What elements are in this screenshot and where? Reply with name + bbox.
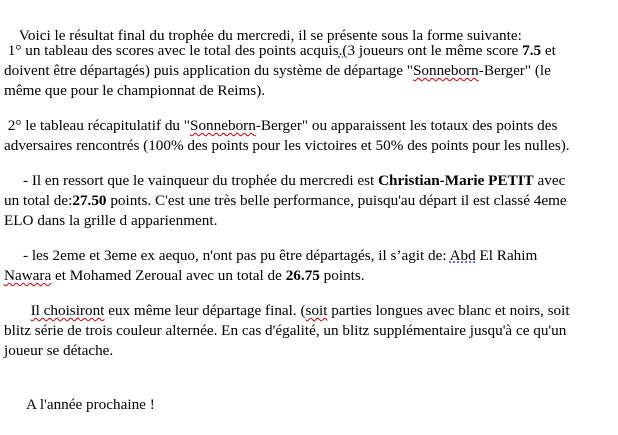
p3-winner: Christian-Marie PETIT bbox=[378, 172, 534, 189]
closing-text: A l'année prochaine ! bbox=[19, 396, 155, 413]
p1-l2-text-b: -Berger" (le bbox=[478, 62, 551, 79]
p5-line-3 bbox=[4, 341, 113, 361]
p2-sonneborn: Sonneborn bbox=[190, 117, 256, 134]
p2-text-b: -Berger" ou apparaissent les totaux des points des bbox=[255, 117, 558, 134]
p1-line-2 bbox=[4, 61, 551, 81]
p4-total: 26.75 bbox=[285, 267, 320, 284]
p3-line-3 bbox=[4, 211, 217, 231]
p1-sonneborn: Sonneborn bbox=[412, 62, 479, 79]
p1-line-3 bbox=[4, 81, 265, 101]
p5-choisiront: Il choisiront bbox=[30, 302, 105, 319]
p5-l2-text: blitz série de trois couleur alternée. En cas d'égalité, un blitz supplémentaire jusqu'à ce qu'un bbox=[4, 322, 567, 339]
p4-text-b: El Rahim bbox=[475, 247, 538, 264]
p4-text-a: - les 2eme et 3eme ex aequo, n'ont pas pu être départagés, il s’agit de: bbox=[4, 247, 450, 264]
p1-text-a: 1° un tableau des scores avec le total des points acquis bbox=[4, 42, 339, 59]
p5-text-a: eux même leur départage final. ( bbox=[104, 302, 306, 319]
p3-l2-text-a: un total de: bbox=[4, 192, 73, 209]
p3-l2-text-b: points. C'est une très belle performance, puisqu'au départ il est classé 4eme bbox=[106, 192, 567, 209]
p1-l2-text-a: doivent être départagés) puis application du système de départage " bbox=[4, 62, 413, 79]
p5-line-1 bbox=[4, 301, 570, 321]
p3-text-a: - Il en ressort que le vainqueur du trophée du mercredi est bbox=[4, 172, 379, 189]
p3-line-2 bbox=[4, 191, 567, 211]
p2-text-a: 2° le tableau récapitulatif du " bbox=[4, 117, 191, 134]
p1-text-c: 3 joueurs ont le même score bbox=[347, 42, 523, 59]
p1-punct: .( bbox=[338, 42, 348, 59]
p1-line-1 bbox=[4, 41, 556, 61]
p5-line-2 bbox=[4, 321, 566, 341]
p5-text-b: parties longues avec blanc et noirs, soit bbox=[327, 302, 570, 319]
closing-line bbox=[4, 375, 155, 413]
p1-l3-text: même que pour le championnat de Reims). bbox=[4, 82, 266, 99]
p3-line-1 bbox=[4, 171, 565, 191]
p4-abd: Abd bbox=[449, 247, 476, 264]
p4-nawara: Nawara bbox=[4, 267, 52, 284]
p3-text-b: avec bbox=[533, 172, 566, 189]
p1-score: 7.5 bbox=[522, 42, 542, 59]
p5-l3-text: joueur se détache. bbox=[4, 342, 114, 359]
p4-line-2 bbox=[4, 266, 365, 286]
p2-l2-text: adversaires rencontrés (100% des points pour les victoires et 50% des points pour les nulles). bbox=[4, 137, 570, 154]
p2-line-1 bbox=[4, 116, 557, 136]
p1-text-d: et bbox=[541, 42, 556, 59]
p4-line-1 bbox=[4, 246, 537, 266]
p2-line-2 bbox=[4, 136, 570, 156]
p4-l2-text-a: et Mohamed Zeroual avec un total de bbox=[51, 267, 286, 284]
intro-line bbox=[4, 6, 522, 44]
p5-indent bbox=[4, 302, 31, 319]
p4-l2-text-b: points. bbox=[319, 267, 365, 284]
intro-text: Voici le résultat final du trophée du mercredi, il se présente sous la forme suivante: bbox=[18, 27, 522, 44]
p3-total: 27.50 bbox=[72, 192, 107, 209]
p3-l3-text: ELO dans la grille d apparienment. bbox=[4, 212, 218, 229]
p5-soit: soit bbox=[305, 302, 328, 319]
